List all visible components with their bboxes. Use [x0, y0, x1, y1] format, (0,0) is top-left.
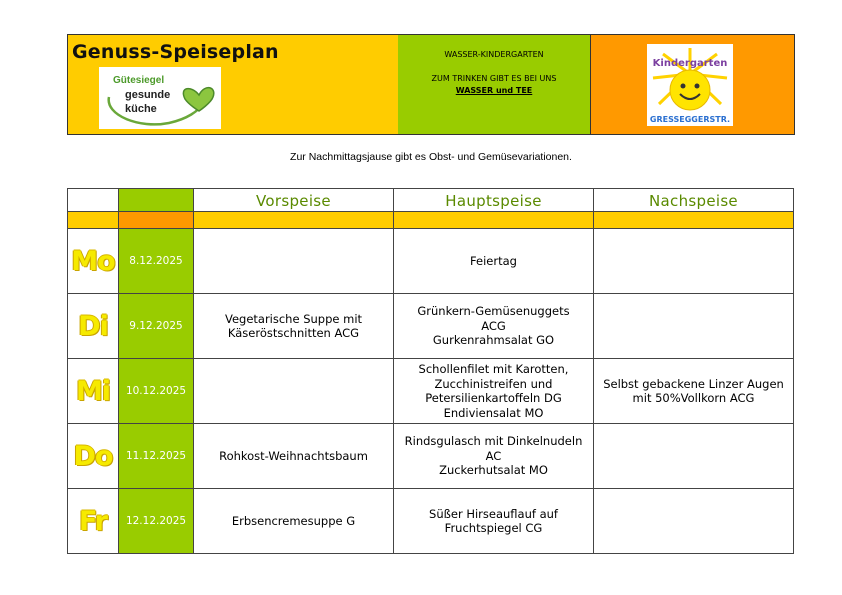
dish-line: Fruchtspiegel CG: [444, 521, 543, 535]
dish-line: Vegetarische Suppe mit: [224, 311, 363, 326]
day-row: [68, 424, 794, 489]
hauptspeise-cell: [394, 424, 594, 489]
header-title-panel: [67, 34, 399, 135]
separator-cell: [594, 212, 794, 229]
dish-text: [394, 434, 593, 478]
dish-text: [194, 312, 393, 341]
dish-line: Rindsgulasch mit Dinkelnudeln: [404, 434, 583, 449]
logo-text-bottom: GRESSEGGERSTR.: [649, 115, 731, 124]
date-cell: 9.12.2025: [119, 294, 194, 359]
dish-line: Zuckerhutsalat MO: [439, 463, 548, 478]
column-header-vorspeise: [194, 189, 394, 212]
dish-text: [394, 304, 593, 348]
date-header-cell: [119, 189, 194, 212]
drink-info-text: ZUM TRINKEN GIBT ES BEI UNS: [431, 74, 557, 83]
dish-line: Grünkern-Gemüsenuggets: [417, 304, 570, 319]
dish-text: [394, 254, 593, 269]
dish-line: Süßer Hirseauflauf auf: [429, 506, 558, 521]
nachspeise-cell: [594, 424, 794, 489]
weekday-label: Fr: [78, 505, 108, 537]
vorspeise-cell: [194, 294, 394, 359]
day-row: [68, 489, 794, 554]
kindergarten-label: WASSER-KINDERGARTEN: [444, 50, 544, 59]
separator-row: [68, 212, 794, 229]
weekday-label: Do: [73, 440, 113, 472]
seal-label: Gütesiegel: [113, 75, 165, 86]
dish-line: AC: [485, 448, 502, 463]
kindergarten-logo: [647, 44, 733, 126]
column-header-label: Vorspeise: [256, 191, 331, 210]
nachspeise-cell: [594, 294, 794, 359]
weekday-label: Di: [78, 310, 108, 342]
sun-logo-icon: [647, 44, 733, 126]
hauptspeise-cell: [394, 359, 594, 424]
hauptspeise-cell: [394, 489, 594, 554]
dish-line: Selbst gebackene Linzer Augen: [603, 376, 784, 391]
date-cell: 8.12.2025: [119, 229, 194, 294]
corner-cell: [68, 189, 119, 212]
weekday-cell: [68, 359, 119, 424]
dish-line: Feiertag: [470, 253, 517, 268]
nachspeise-cell: [594, 229, 794, 294]
dish-text: [394, 362, 593, 420]
column-header-label: Hauptspeise: [445, 191, 542, 210]
vorspeise-cell: [194, 229, 394, 294]
guetesiegel-logo: [99, 67, 221, 129]
date-cell: 11.12.2025: [119, 424, 194, 489]
dish-line: Petersilienkartoffeln DG: [425, 391, 562, 405]
separator-cell: [194, 212, 394, 229]
day-row: [68, 359, 794, 424]
weekday-cell: [68, 229, 119, 294]
nachspeise-cell: [594, 359, 794, 424]
dish-text: [194, 449, 393, 464]
separator-cell: [119, 212, 194, 229]
weekday-cell: [68, 489, 119, 554]
dish-text: [394, 507, 593, 536]
column-header-label: Nachspeise: [649, 191, 738, 210]
dish-line: ACG: [481, 318, 506, 333]
menu-table: [67, 188, 794, 554]
date-cell: 12.12.2025: [119, 489, 194, 554]
separator-cell: [394, 212, 594, 229]
separator-cell: [68, 212, 119, 229]
menu-header-row: [68, 189, 794, 212]
vorspeise-cell: [194, 359, 394, 424]
day-rows: [68, 229, 794, 554]
day-row: [68, 229, 794, 294]
seal-label: gesunde: [125, 89, 171, 101]
dish-line: Gurkenrahmsalat GO: [432, 333, 555, 348]
logo-text-top: Kindergarten: [652, 58, 728, 69]
weekday-label: Mi: [75, 375, 111, 407]
drink-info-highlight: WASSER und TEE: [455, 86, 533, 95]
weekday-cell: [68, 294, 119, 359]
column-header-hauptspeise: [394, 189, 594, 212]
dish-line: Rohkost-Weihnachtsbaum: [219, 448, 368, 463]
nachspeise-cell: [594, 489, 794, 554]
page-title: Genuss-Speiseplan: [72, 41, 279, 63]
dish-text: [194, 514, 393, 529]
dish-line: Schollenfilet mit Karotten,: [418, 362, 569, 376]
dish-line: Erbsencremesuppe G: [231, 513, 356, 528]
hauptspeise-cell: [394, 229, 594, 294]
dish-line: mit 50%Vollkorn ACG: [632, 391, 755, 405]
dish-line: Zucchinistreifen und: [434, 376, 553, 391]
weekday-label: Mo: [71, 245, 115, 277]
seal-label: küche: [125, 103, 157, 115]
column-header-nachspeise: [594, 189, 794, 212]
vorspeise-cell: [194, 489, 394, 554]
day-row: [68, 294, 794, 359]
vorspeise-cell: [194, 424, 394, 489]
header-logo-panel: [591, 34, 795, 135]
dish-line: Käseröstschnitten ACG: [227, 326, 360, 340]
weekday-cell: [68, 424, 119, 489]
header-info-panel: [398, 34, 591, 135]
hauptspeise-cell: [394, 294, 594, 359]
dish-line: Endiviensalat MO: [443, 405, 544, 420]
dish-text: [594, 377, 793, 406]
afternoon-snack-note: Zur Nachmittagsjause gibt es Obst- und Gemüsevariationen.: [290, 151, 572, 163]
date-cell: 10.12.2025: [119, 359, 194, 424]
